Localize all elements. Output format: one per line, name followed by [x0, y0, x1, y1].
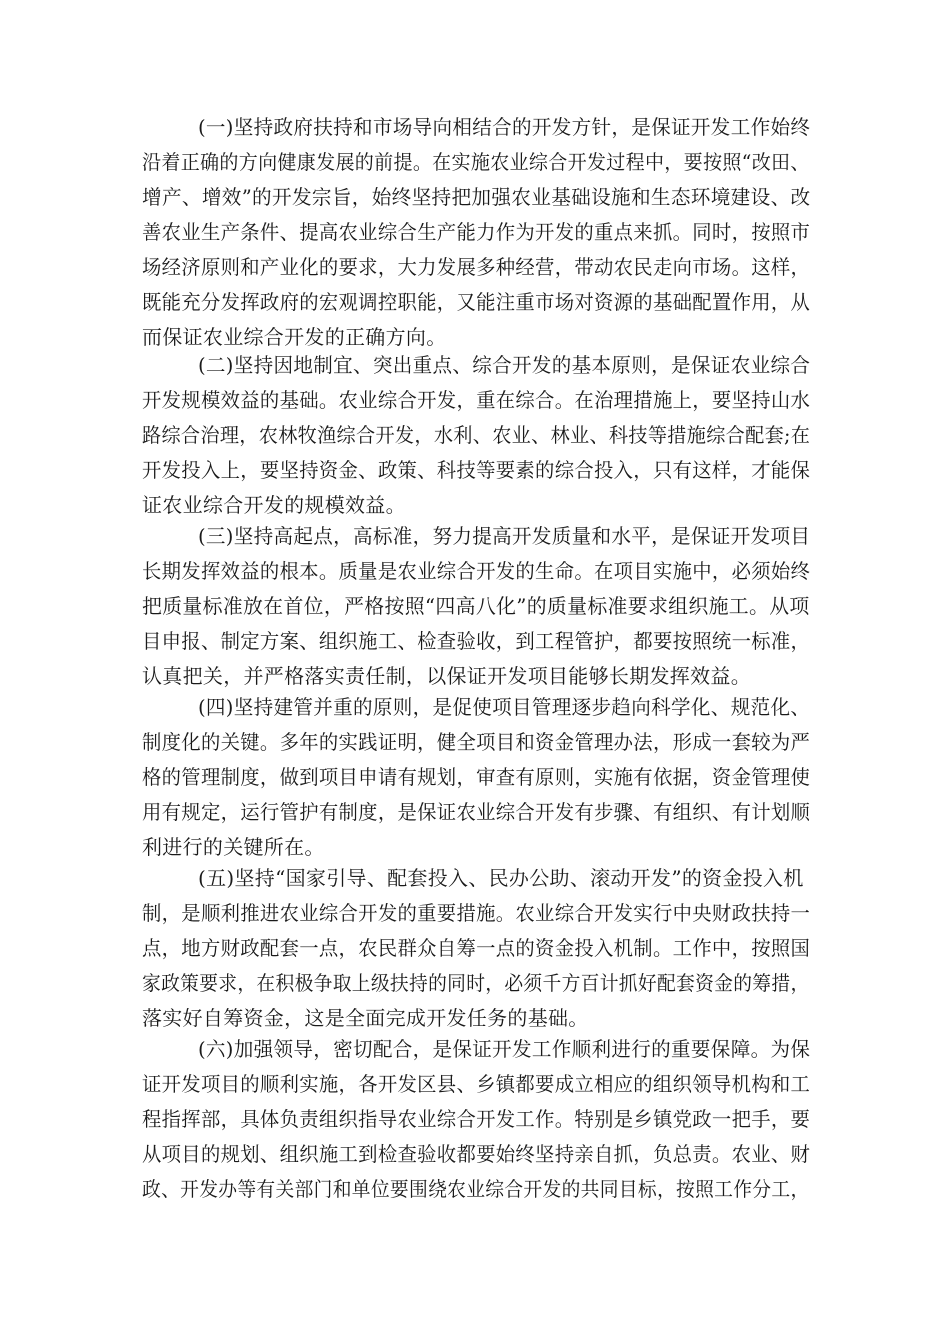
- paragraph-line: (三)坚持高起点，高标准，努力提高开发质量和水平，是保证开发项目: [198, 524, 811, 548]
- paragraph-line: 长期发挥效益的根本。质量是农业综合开发的生命。在项目实施中，必须始终: [142, 559, 811, 583]
- paragraph-line: (五)坚持“国家引导、配套投入、民办公助、滚动开发”的资金投入机: [198, 866, 804, 890]
- paragraph-line: 场经济原则和产业化的要求，大力发展多种经营，带动农民走向市场。这样，: [142, 255, 811, 279]
- paragraph-line: 善农业生产条件、提高农业综合生产能力作为开发的重点来抓。同时，按照市: [142, 220, 811, 244]
- paragraph-line: 既能充分发挥政府的宏观调控职能，又能注重市场对资源的基础配置作用，从: [142, 290, 811, 314]
- paragraph-line: 目申报、制定方案、组织施工、检查验收，到工程管护，都要按照统一标准，: [142, 629, 811, 653]
- paragraph-line: 从项目的规划、组织施工到检查验收都要始终坚持亲自抓，负总责。农业、财: [142, 1142, 811, 1166]
- paragraph-line: 路综合治理，农林牧渔综合开发，水利、农业、林业、科技等措施综合配套;在: [142, 423, 811, 447]
- paragraph-line: 家政策要求，在积极争取上级扶持的同时，必须千方百计抓好配套资金的筹措，: [142, 971, 810, 995]
- paragraph-line: 点，地方财政配套一点，农民群众自筹一点的资金投入机制。工作中，按照国: [142, 936, 811, 960]
- paragraph-line: 用有规定，运行管护有制度，是保证农业综合开发有步骤、有组织、有计划顺: [142, 800, 811, 824]
- paragraph-line: (六)加强领导，密切配合，是保证开发工作顺利进行的重要保障。为保: [198, 1037, 811, 1061]
- paragraph-line: 而保证农业综合开发的正确方向。: [142, 325, 447, 349]
- paragraph-line: 制度化的关键。多年的实践证明，健全项目和资金管理办法，形成一套较为严: [142, 730, 811, 754]
- paragraph-line: (二)坚持因地制宜、突出重点、综合开发的基本原则，是保证农业综合: [198, 353, 811, 377]
- paragraph-line: 开发规模效益的基础。农业综合开发，重在综合。在治理措施上，要坚持山水: [142, 388, 811, 412]
- paragraph-line: 格的管理制度，做到项目申请有规划，审查有原则，实施有依据，资金管理使: [142, 765, 811, 789]
- paragraph-line: 落实好自筹资金，这是全面完成开发任务的基础。: [142, 1006, 589, 1030]
- paragraph-line: 证开发项目的顺利实施，各开发区县、乡镇都要成立相应的组织领导机构和工: [142, 1072, 811, 1096]
- paragraph-line: (四)坚持建管并重的原则，是促使项目管理逐步趋向科学化、规范化、: [198, 695, 811, 719]
- paragraph-line: 增产、增效”的开发宗旨，始终坚持把加强农业基础设施和生态环境建设、改: [142, 185, 811, 209]
- paragraph-line: 开发投入上，要坚持资金、政策、科技等要素的综合投入，只有这样，才能保: [142, 458, 811, 482]
- paragraph-line: 认真把关，并严格落实责任制，以保证开发项目能够长期发挥效益。: [142, 664, 751, 688]
- paragraph-line: 沿着正确的方向健康发展的前提。在实施农业综合开发过程中，要按照“改田、: [142, 150, 810, 174]
- paragraph-line: 政、开发办等有关部门和单位要围绕农业综合开发的共同目标，按照工作分工，: [142, 1177, 810, 1201]
- paragraph-line: 程指挥部，具体负责组织指导农业综合开发工作。特别是乡镇党政一把手，要: [142, 1107, 811, 1131]
- paragraph-line: (一)坚持政府扶持和市场导向相结合的开发方针，是保证开发工作始终: [198, 115, 811, 139]
- paragraph-line: 把质量标准放在首位，严格按照“四高八化”的质量标准要求组织施工。从项: [142, 594, 810, 618]
- paragraph-line: 利进行的关键所在。: [142, 835, 325, 859]
- paragraph-line: 证农业综合开发的规模效益。: [142, 493, 406, 517]
- paragraph-line: 制，是顺利推进农业综合开发的重要措施。农业综合开发实行中央财政扶持一: [142, 901, 811, 925]
